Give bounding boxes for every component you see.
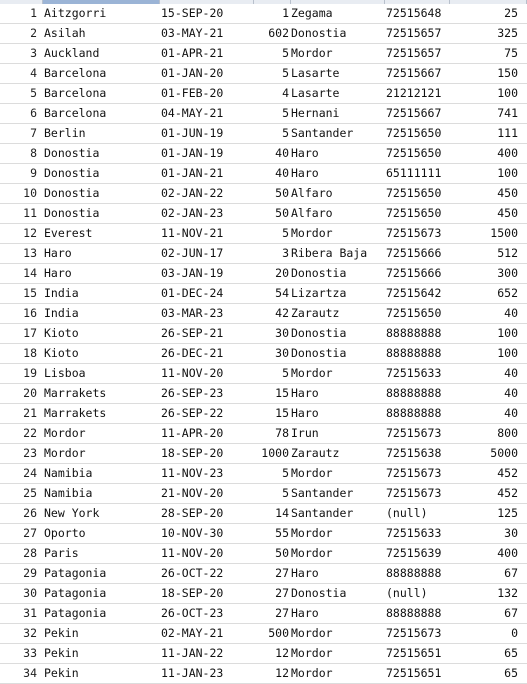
cell-city[interactable]: Donostia — [44, 206, 100, 220]
table-row[interactable] — [0, 384, 527, 404]
table-row[interactable] — [0, 504, 527, 524]
cell-place[interactable]: Lasarte — [291, 86, 340, 100]
row-number[interactable]: 19 — [23, 366, 37, 380]
cell-city[interactable]: Berlin — [44, 126, 86, 140]
cell-date[interactable]: 02-MAY-21 — [161, 626, 224, 640]
cell-code[interactable]: 72515638 — [386, 446, 442, 460]
table-row[interactable] — [0, 664, 527, 684]
cell-code[interactable]: 88888888 — [386, 566, 442, 580]
cell-value[interactable]: 40 — [504, 386, 518, 400]
row-number[interactable]: 6 — [30, 106, 37, 120]
cell-code[interactable]: 88888888 — [386, 386, 442, 400]
cell-place[interactable]: Mordor — [291, 546, 333, 560]
cell-date[interactable]: 03-MAR-23 — [161, 306, 224, 320]
row-number[interactable]: 34 — [23, 666, 37, 680]
cell-date[interactable]: 01-APR-21 — [161, 46, 224, 60]
cell-place[interactable]: Haro — [291, 606, 319, 620]
cell-value[interactable]: 100 — [497, 86, 518, 100]
cell-date[interactable]: 28-SEP-20 — [161, 506, 224, 520]
table-row[interactable] — [0, 544, 527, 564]
cell-date[interactable]: 26-SEP-23 — [161, 386, 224, 400]
cell-code[interactable]: 72515673 — [386, 486, 442, 500]
cell-city[interactable]: Everest — [44, 226, 93, 240]
cell-code[interactable]: 88888888 — [386, 406, 442, 420]
cell-n[interactable]: 14 — [275, 506, 289, 520]
cell-code[interactable]: 72515666 — [386, 266, 442, 280]
cell-code[interactable]: (null) — [386, 506, 428, 520]
table-row[interactable] — [0, 84, 527, 104]
cell-n[interactable]: 27 — [275, 566, 289, 580]
cell-place[interactable]: Mordor — [291, 646, 333, 660]
cell-place[interactable]: Zarautz — [291, 446, 340, 460]
cell-place[interactable]: Santander — [291, 126, 354, 140]
cell-code[interactable]: 72515633 — [386, 366, 442, 380]
cell-date[interactable]: 26-SEP-21 — [161, 326, 224, 340]
cell-city[interactable]: Kioto — [44, 346, 79, 360]
table-row[interactable] — [0, 204, 527, 224]
cell-n[interactable]: 50 — [275, 206, 289, 220]
cell-city[interactable]: Namibia — [44, 486, 93, 500]
cell-date[interactable]: 04-MAY-21 — [161, 106, 224, 120]
cell-code[interactable]: 72515650 — [386, 146, 442, 160]
cell-date[interactable]: 11-NOV-23 — [161, 466, 224, 480]
table-row[interactable] — [0, 244, 527, 264]
cell-n[interactable]: 15 — [275, 386, 289, 400]
cell-place[interactable]: Haro — [291, 386, 319, 400]
cell-place[interactable]: Mordor — [291, 626, 333, 640]
table-row[interactable] — [0, 124, 527, 144]
cell-place[interactable]: Donostia — [291, 266, 347, 280]
cell-city[interactable]: Auckland — [44, 46, 100, 60]
cell-n[interactable]: 1 — [282, 6, 289, 20]
cell-place[interactable]: Santander — [291, 506, 354, 520]
table-row[interactable] — [0, 324, 527, 344]
cell-value[interactable]: 800 — [497, 426, 518, 440]
row-number[interactable]: 31 — [23, 606, 37, 620]
cell-n[interactable]: 602 — [268, 26, 289, 40]
cell-value[interactable]: 0 — [511, 626, 518, 640]
cell-city[interactable]: New York — [44, 506, 100, 520]
cell-city[interactable]: Mordor — [44, 426, 86, 440]
cell-n[interactable]: 5 — [282, 66, 289, 80]
cell-place[interactable]: Mordor — [291, 526, 333, 540]
cell-code[interactable]: 72515650 — [386, 306, 442, 320]
cell-code[interactable]: 72515639 — [386, 546, 442, 560]
cell-n[interactable]: 27 — [275, 606, 289, 620]
table-row[interactable] — [0, 584, 527, 604]
cell-code[interactable]: 72515657 — [386, 46, 442, 60]
row-number[interactable]: 20 — [23, 386, 37, 400]
cell-value[interactable]: 512 — [497, 246, 518, 260]
cell-date[interactable]: 18-SEP-20 — [161, 446, 224, 460]
cell-city[interactable]: Barcelona — [44, 66, 107, 80]
cell-value[interactable]: 30 — [504, 526, 518, 540]
cell-code[interactable]: 88888888 — [386, 326, 442, 340]
cell-value[interactable]: 325 — [497, 26, 518, 40]
cell-n[interactable]: 54 — [275, 286, 289, 300]
cell-place[interactable]: Mordor — [291, 366, 333, 380]
cell-date[interactable]: 02-JUN-17 — [161, 246, 224, 260]
cell-code[interactable]: 72515651 — [386, 666, 442, 680]
cell-place[interactable]: Mordor — [291, 46, 333, 60]
row-number[interactable]: 12 — [23, 226, 37, 240]
cell-date[interactable]: 03-MAY-21 — [161, 26, 224, 40]
cell-value[interactable]: 100 — [497, 346, 518, 360]
cell-n[interactable]: 40 — [275, 146, 289, 160]
cell-city[interactable]: Marrakets — [44, 386, 107, 400]
cell-value[interactable]: 400 — [497, 146, 518, 160]
table-row[interactable] — [0, 604, 527, 624]
cell-place[interactable]: Zarautz — [291, 306, 340, 320]
cell-city[interactable]: Lisboa — [44, 366, 86, 380]
cell-n[interactable]: 5 — [282, 466, 289, 480]
row-number[interactable]: 7 — [30, 126, 37, 140]
cell-n[interactable]: 12 — [275, 666, 289, 680]
row-number[interactable]: 15 — [23, 286, 37, 300]
cell-value[interactable]: 67 — [504, 606, 518, 620]
cell-date[interactable]: 03-JAN-19 — [161, 266, 224, 280]
cell-place[interactable]: Haro — [291, 566, 319, 580]
row-number[interactable]: 9 — [30, 166, 37, 180]
cell-n[interactable]: 4 — [282, 86, 289, 100]
cell-date[interactable]: 15-SEP-20 — [161, 6, 224, 20]
cell-place[interactable]: Mordor — [291, 226, 333, 240]
cell-date[interactable]: 01-JAN-21 — [161, 166, 224, 180]
cell-date[interactable]: 01-DEC-24 — [161, 286, 224, 300]
table-row[interactable] — [0, 264, 527, 284]
cell-place[interactable]: Hernani — [291, 106, 340, 120]
cell-n[interactable]: 30 — [275, 326, 289, 340]
cell-date[interactable]: 11-JAN-22 — [161, 646, 224, 660]
cell-date[interactable]: 26-OCT-23 — [161, 606, 224, 620]
cell-value[interactable]: 450 — [497, 206, 518, 220]
row-number[interactable]: 23 — [23, 446, 37, 460]
row-number[interactable]: 29 — [23, 566, 37, 580]
row-number[interactable]: 17 — [23, 326, 37, 340]
cell-n[interactable]: 50 — [275, 186, 289, 200]
row-number[interactable]: 25 — [23, 486, 37, 500]
cell-code[interactable]: 72515650 — [386, 126, 442, 140]
cell-date[interactable]: 01-JAN-19 — [161, 146, 224, 160]
table-row[interactable] — [0, 64, 527, 84]
cell-n[interactable]: 27 — [275, 586, 289, 600]
cell-date[interactable]: 11-JAN-23 — [161, 666, 224, 680]
table-row[interactable] — [0, 104, 527, 124]
row-number[interactable]: 8 — [30, 146, 37, 160]
cell-code[interactable]: 72515651 — [386, 646, 442, 660]
cell-n[interactable]: 50 — [275, 546, 289, 560]
table-row[interactable] — [0, 464, 527, 484]
cell-value[interactable]: 132 — [497, 586, 518, 600]
cell-city[interactable]: India — [44, 286, 79, 300]
cell-city[interactable]: Donostia — [44, 186, 100, 200]
row-number[interactable]: 14 — [23, 266, 37, 280]
cell-n[interactable]: 20 — [275, 266, 289, 280]
cell-place[interactable]: Santander — [291, 486, 354, 500]
row-number[interactable]: 24 — [23, 466, 37, 480]
cell-date[interactable]: 26-OCT-22 — [161, 566, 224, 580]
table-row[interactable] — [0, 224, 527, 244]
cell-city[interactable]: Oporto — [44, 526, 86, 540]
cell-city[interactable]: Donostia — [44, 166, 100, 180]
cell-place[interactable]: Donostia — [291, 346, 347, 360]
cell-place[interactable]: Haro — [291, 406, 319, 420]
row-number[interactable]: 13 — [23, 246, 37, 260]
cell-place[interactable]: Donostia — [291, 586, 347, 600]
cell-date[interactable]: 26-DEC-21 — [161, 346, 224, 360]
cell-place[interactable]: Haro — [291, 146, 319, 160]
cell-n[interactable]: 5 — [282, 46, 289, 60]
cell-date[interactable]: 11-NOV-21 — [161, 226, 224, 240]
cell-city[interactable]: Pekin — [44, 666, 79, 680]
cell-place[interactable]: Haro — [291, 166, 319, 180]
cell-place[interactable]: Lasarte — [291, 66, 340, 80]
cell-value[interactable]: 65 — [504, 646, 518, 660]
cell-city[interactable]: Asilah — [44, 26, 86, 40]
cell-value[interactable]: 65 — [504, 666, 518, 680]
table-row[interactable] — [0, 4, 527, 24]
cell-city[interactable]: Aitzgorri — [44, 6, 107, 20]
cell-city[interactable]: Marrakets — [44, 406, 107, 420]
table-row[interactable] — [0, 564, 527, 584]
cell-code[interactable]: 72515657 — [386, 26, 442, 40]
cell-code[interactable]: 72515673 — [386, 226, 442, 240]
table-row[interactable] — [0, 444, 527, 464]
row-number[interactable]: 22 — [23, 426, 37, 440]
cell-n[interactable]: 40 — [275, 166, 289, 180]
table-row[interactable] — [0, 304, 527, 324]
table-row[interactable] — [0, 24, 527, 44]
cell-value[interactable]: 40 — [504, 366, 518, 380]
cell-city[interactable]: Mordor — [44, 446, 86, 460]
row-number[interactable]: 21 — [23, 406, 37, 420]
cell-code[interactable]: 72515673 — [386, 626, 442, 640]
cell-place[interactable]: Donostia — [291, 326, 347, 340]
cell-value[interactable]: 1500 — [490, 226, 518, 240]
cell-date[interactable]: 11-NOV-20 — [161, 366, 224, 380]
cell-date[interactable]: 10-NOV-30 — [161, 526, 224, 540]
cell-city[interactable]: Barcelona — [44, 86, 107, 100]
cell-city[interactable]: Donostia — [44, 146, 100, 160]
cell-date[interactable]: 26-SEP-22 — [161, 406, 224, 420]
table-row[interactable] — [0, 144, 527, 164]
cell-value[interactable]: 5000 — [490, 446, 518, 460]
cell-n[interactable]: 30 — [275, 346, 289, 360]
cell-city[interactable]: Pekin — [44, 646, 79, 660]
cell-value[interactable]: 652 — [497, 286, 518, 300]
table-row[interactable] — [0, 364, 527, 384]
cell-city[interactable]: Haro — [44, 266, 72, 280]
cell-code[interactable]: 72515650 — [386, 186, 442, 200]
row-number[interactable]: 11 — [23, 206, 37, 220]
table-row[interactable] — [0, 184, 527, 204]
table-row[interactable] — [0, 404, 527, 424]
cell-code[interactable]: 72515642 — [386, 286, 442, 300]
cell-n[interactable]: 12 — [275, 646, 289, 660]
cell-n[interactable]: 500 — [268, 626, 289, 640]
table-row[interactable] — [0, 164, 527, 184]
cell-n[interactable]: 42 — [275, 306, 289, 320]
cell-date[interactable]: 11-APR-20 — [161, 426, 224, 440]
row-number[interactable]: 2 — [30, 26, 37, 40]
cell-date[interactable]: 02-JAN-23 — [161, 206, 224, 220]
cell-value[interactable]: 100 — [497, 326, 518, 340]
row-number[interactable]: 30 — [23, 586, 37, 600]
cell-code[interactable]: 72515666 — [386, 246, 442, 260]
cell-date[interactable]: 21-NOV-20 — [161, 486, 224, 500]
cell-n[interactable]: 5 — [282, 226, 289, 240]
cell-place[interactable]: Irun — [291, 426, 319, 440]
cell-code[interactable]: 65111111 — [386, 166, 442, 180]
cell-value[interactable]: 741 — [497, 106, 518, 120]
table-row[interactable] — [0, 484, 527, 504]
cell-place[interactable]: Alfaro — [291, 186, 333, 200]
cell-n[interactable]: 5 — [282, 486, 289, 500]
cell-place[interactable]: Donostia — [291, 26, 347, 40]
cell-city[interactable]: India — [44, 306, 79, 320]
cell-n[interactable]: 5 — [282, 126, 289, 140]
cell-value[interactable]: 40 — [504, 406, 518, 420]
cell-n[interactable]: 1000 — [261, 446, 289, 460]
table-row[interactable] — [0, 284, 527, 304]
cell-value[interactable]: 75 — [504, 46, 518, 60]
cell-n[interactable]: 3 — [282, 246, 289, 260]
table-row[interactable] — [0, 344, 527, 364]
cell-value[interactable]: 450 — [497, 186, 518, 200]
cell-value[interactable]: 452 — [497, 466, 518, 480]
cell-place[interactable]: Lizartza — [291, 286, 347, 300]
cell-city[interactable]: Paris — [44, 546, 79, 560]
cell-value[interactable]: 67 — [504, 566, 518, 580]
cell-value[interactable]: 150 — [497, 66, 518, 80]
cell-date[interactable]: 01-JUN-19 — [161, 126, 224, 140]
table-row[interactable] — [0, 44, 527, 64]
row-number[interactable]: 18 — [23, 346, 37, 360]
cell-city[interactable]: Kioto — [44, 326, 79, 340]
cell-value[interactable]: 40 — [504, 306, 518, 320]
cell-value[interactable]: 452 — [497, 486, 518, 500]
cell-n[interactable]: 78 — [275, 426, 289, 440]
row-number[interactable]: 16 — [23, 306, 37, 320]
row-number[interactable]: 4 — [30, 66, 37, 80]
cell-place[interactable]: Ribera Baja — [291, 246, 368, 260]
cell-city[interactable]: Haro — [44, 246, 72, 260]
cell-place[interactable]: Mordor — [291, 666, 333, 680]
cell-date[interactable]: 18-SEP-20 — [161, 586, 224, 600]
cell-value[interactable]: 25 — [504, 6, 518, 20]
cell-code[interactable]: 72515650 — [386, 206, 442, 220]
row-number[interactable]: 10 — [23, 186, 37, 200]
row-number[interactable]: 26 — [23, 506, 37, 520]
row-number[interactable]: 32 — [23, 626, 37, 640]
cell-city[interactable]: Barcelona — [44, 106, 107, 120]
grid-rows — [0, 4, 527, 684]
cell-n[interactable]: 15 — [275, 406, 289, 420]
cell-code[interactable]: 88888888 — [386, 606, 442, 620]
row-number[interactable]: 3 — [30, 46, 37, 60]
cell-place[interactable]: Mordor — [291, 466, 333, 480]
cell-date[interactable]: 02-JAN-22 — [161, 186, 224, 200]
cell-code[interactable]: 72515633 — [386, 526, 442, 540]
row-number[interactable]: 5 — [30, 86, 37, 100]
cell-value[interactable]: 125 — [497, 506, 518, 520]
table-row[interactable] — [0, 424, 527, 444]
cell-city[interactable]: Patagonia — [44, 586, 107, 600]
cell-code[interactable]: 72515673 — [386, 466, 442, 480]
table-row[interactable] — [0, 624, 527, 644]
cell-n[interactable]: 5 — [282, 106, 289, 120]
table-row[interactable] — [0, 524, 527, 544]
cell-place[interactable]: Zegama — [291, 6, 333, 20]
cell-code[interactable]: 72515673 — [386, 426, 442, 440]
cell-date[interactable]: 01-FEB-20 — [161, 86, 224, 100]
cell-city[interactable]: Namibia — [44, 466, 93, 480]
cell-value[interactable]: 100 — [497, 166, 518, 180]
cell-city[interactable]: Patagonia — [44, 606, 107, 620]
cell-code[interactable]: 21212121 — [386, 86, 442, 100]
cell-city[interactable]: Patagonia — [44, 566, 107, 580]
row-number[interactable]: 27 — [23, 526, 37, 540]
cell-city[interactable]: Pekin — [44, 626, 79, 640]
cell-code[interactable]: (null) — [386, 586, 428, 600]
cell-value[interactable]: 400 — [497, 546, 518, 560]
cell-date[interactable]: 01-JAN-20 — [161, 66, 224, 80]
row-number[interactable]: 28 — [23, 546, 37, 560]
cell-n[interactable]: 5 — [282, 366, 289, 380]
cell-code[interactable]: 72515667 — [386, 106, 442, 120]
row-number[interactable]: 33 — [23, 646, 37, 660]
cell-code[interactable]: 72515648 — [386, 6, 442, 20]
cell-value[interactable]: 300 — [497, 266, 518, 280]
cell-code[interactable]: 72515667 — [386, 66, 442, 80]
cell-code[interactable]: 88888888 — [386, 346, 442, 360]
row-number[interactable]: 1 — [30, 6, 37, 20]
cell-n[interactable]: 55 — [275, 526, 289, 540]
cell-date[interactable]: 11-NOV-20 — [161, 546, 224, 560]
cell-place[interactable]: Alfaro — [291, 206, 333, 220]
table-row[interactable] — [0, 644, 527, 664]
cell-value[interactable]: 111 — [497, 126, 518, 140]
